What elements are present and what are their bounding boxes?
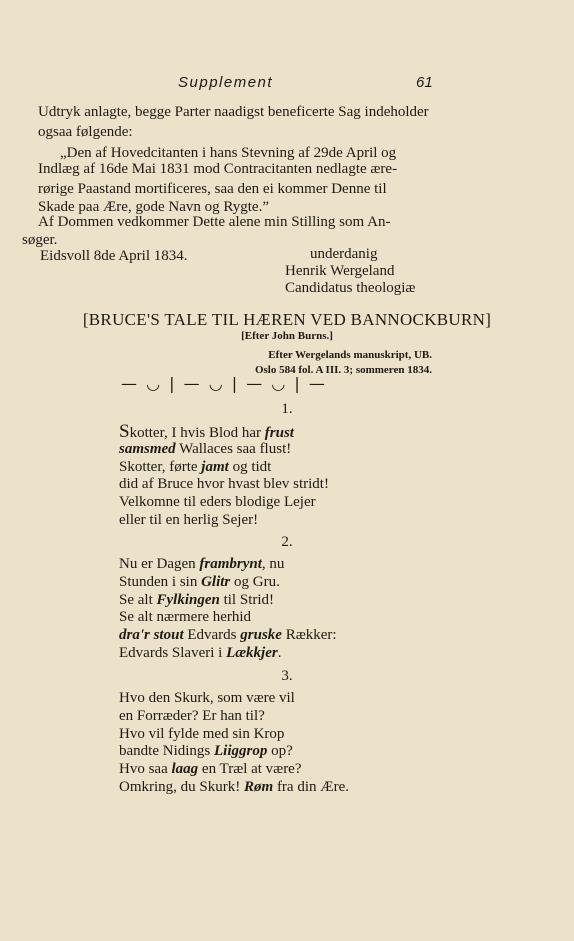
poem-line (119, 423, 329, 441)
signature-name: Henrik Wergeland (285, 263, 395, 279)
line-text: og Gru. (230, 573, 280, 590)
poem-line (119, 743, 349, 761)
line-text: Edvards (183, 627, 241, 644)
line-text: Hvo vil fylde med sin Krop (119, 725, 285, 742)
line-text: en Træl at være? (198, 761, 302, 778)
emphasized-word: Liiggrop (214, 743, 268, 760)
poem-line (119, 441, 329, 459)
poem-line (119, 779, 349, 797)
line-text: Nu er Dagen (119, 556, 200, 572)
letter-line: Skade paa Ære, gode Navn og Rygte.” (38, 199, 269, 215)
poem-line (119, 592, 337, 610)
letter-line: Af Dommen vedkommer Dette alene min Stilling som An- (38, 214, 391, 230)
poem-line (119, 574, 337, 592)
line-text: Hvo saa (119, 761, 172, 778)
emphasized-word: Røm (244, 778, 274, 795)
stanza (119, 423, 329, 530)
poem-line (119, 708, 349, 726)
line-text: , nu (261, 556, 285, 572)
letter-line: søger. (22, 232, 58, 248)
line-text: fra din Ære. (273, 778, 349, 795)
line-text: . (277, 644, 282, 661)
source-line: Efter Wergelands manuskript, UB. (268, 349, 432, 361)
line-text: eller til en herlig Sejer! (119, 511, 259, 528)
place-date: Eidsvoll 8de April 1834. (40, 248, 188, 264)
letter-line: rørige Paastand mortificeres, saa den ei kommer Denne til (38, 181, 387, 197)
letter-line: Indlæg af 16de Mai 1831 mod Contracitanten nedlagte ære- (38, 161, 398, 177)
poem-subtitle: [Efter John Burns.] (241, 330, 333, 342)
stanza-number: 2. (281, 534, 293, 550)
emphasized-word: Glitr (201, 573, 231, 590)
line-text: Skotter, førte (119, 458, 202, 475)
meter-scheme: — ◡ | — ◡ | — ◡ | — (121, 374, 327, 393)
emphasized-word: gruske (240, 627, 282, 644)
closing-word: underdanig (310, 246, 378, 262)
emphasized-word: jamt (201, 458, 229, 475)
poem-line (119, 459, 329, 477)
stanza-number: 3. (281, 668, 293, 684)
line-text: og tidt (228, 458, 272, 475)
line-text: Omkring, du Skurk! (119, 778, 244, 795)
line-text: Se alt nærmere herhid (119, 609, 252, 626)
poem-line (119, 645, 337, 663)
line-text: Wallaces saa flust! (175, 440, 292, 457)
signature-title: Candidatus theologiæ (285, 280, 416, 296)
emphasized-word: frambrynt (199, 556, 262, 572)
line-text: did af Bruce hvor hvast blev stridt! (119, 476, 329, 493)
letter-line: ogsaa følgende: (38, 124, 133, 140)
line-text: Edvards Slaveri i (119, 644, 227, 661)
poem-line (119, 476, 329, 494)
poem-line (119, 761, 349, 779)
emphasized-word: dra'r stout (119, 627, 184, 644)
emphasized-word: Lækkjer (226, 644, 278, 661)
stanza-number: 1. (281, 401, 293, 417)
stanza (119, 556, 337, 663)
emphasized-word: frust (264, 425, 294, 441)
poem-line (119, 609, 337, 627)
letter-line: „Den af Hovedcitanten i hans Stevning af 29de April og (60, 145, 397, 161)
poem-line (119, 627, 337, 645)
running-head: Supplement (178, 74, 274, 91)
letter-line: Udtryk anlagte, begge Parter naadigst beneficerte Sag indeholder (38, 104, 429, 120)
line-text: bandte Nidings (119, 743, 214, 760)
page-number: 61 (416, 74, 433, 91)
poem-line (119, 494, 329, 512)
poem-title: [BRUCE'S TALE TIL HÆREN VED BANNOCKBURN] (82, 310, 492, 329)
line-text: til Strid! (219, 591, 275, 608)
poem-line (119, 512, 329, 530)
emphasized-word: Fylkingen (156, 591, 220, 608)
poem-line (119, 690, 349, 708)
line-text: Velkomne til eders blodige Lejer (119, 494, 316, 511)
line-text: Skotter, I hvis Blod har (119, 421, 265, 442)
source-line: Oslo 584 fol. A III. 3; sommeren 1834. (254, 364, 432, 376)
poem-line (119, 726, 349, 744)
emphasized-word: samsmed (119, 440, 176, 457)
line-text: Hvo den Skurk, som være vil (119, 690, 295, 706)
line-text: Se alt (119, 591, 157, 608)
poem-line (119, 556, 337, 574)
line-text: op? (267, 743, 293, 760)
line-text: en Forræder? Er han til? (119, 707, 265, 724)
line-text: Rækker: (281, 627, 337, 644)
line-text: Stunden i sin (119, 573, 202, 590)
stanza (119, 690, 349, 797)
emphasized-word: laag (171, 761, 199, 778)
